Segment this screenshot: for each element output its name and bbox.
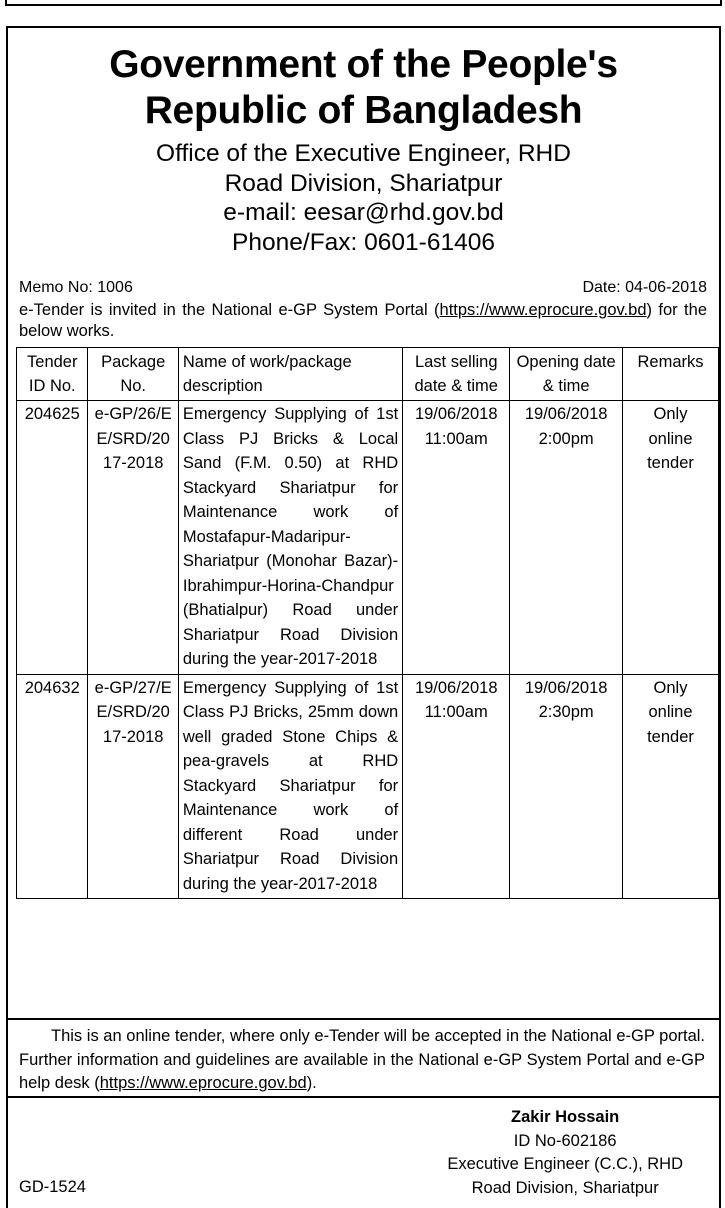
signature-block — [447, 1106, 683, 1200]
opening-date: 19/06/2018 — [524, 405, 608, 423]
signatory-office: Road Division, Shariatpur — [471, 1178, 659, 1197]
notice-title — [8, 42, 719, 134]
opening-time: 2:30pm — [538, 703, 594, 721]
eprocure-link[interactable]: https://www.eprocure.gov.bd — [439, 301, 647, 319]
table-header-row — [17, 348, 719, 401]
table-row — [17, 674, 719, 899]
work-description: Emergency Supplying of 1st Class PJ Bricks, 25mm down well graded Stone Chips & pea-gravels at RHD Stackyard Shariatpur for Maintenance work of different Road under Shariatpur Road Division during the year-2017-2018 — [178, 674, 402, 899]
work-description: Emergency Supplying of 1st Class PJ Bricks & Local Sand (F.M. 0.50) at RHD Stackyard Shariatpur for Maintenance work of Mostafapur-Madaripur-Shariatpur (Monohar Bazar)-Ibrahimpur-Horina-Chandpur (Bhatialpur) Road under Shariatpur Road Division during the year-2017-2018 — [178, 401, 402, 675]
intro-paragraph — [19, 300, 707, 342]
footer-text-before: This is an online tender, where only e-Tender will be accepted in the National e-GP portal. Further information and guidelines are available in the National e-GP System Portal and e-GP help desk ( — [19, 1027, 705, 1092]
header-name: Name of work/package description — [178, 348, 402, 401]
footer-paragraph — [19, 1025, 705, 1096]
header-package: Package No. — [88, 348, 178, 401]
intro-text-after: ) for the below works. — [19, 301, 707, 340]
division-name: Road Division, Shariatpur — [224, 169, 503, 197]
tender-table — [16, 347, 719, 899]
header-last-selling: Last selling date & time — [403, 348, 510, 401]
package-no: e-GP/26/EE/SRD/2017-2018 — [88, 401, 178, 675]
footer-text-after: ). — [306, 1074, 317, 1092]
title-line-1: Government of the People's — [109, 43, 618, 86]
opening-time: 2:00pm — [538, 429, 594, 448]
divider-above-footer — [8, 1018, 719, 1020]
gd-number: GD-1524 — [19, 1178, 86, 1196]
last-selling-date: 19/06/2018 — [414, 678, 498, 697]
last-selling — [403, 674, 510, 899]
tender-id: 204632 — [17, 674, 88, 899]
email-line: e-mail: eesar@rhd.gov.bd — [223, 199, 504, 226]
last-selling-date: 19/06/2018 — [414, 405, 498, 423]
header-tender-id: Tender ID No. — [17, 348, 88, 401]
opening-date: 19/06/2018 — [524, 678, 608, 697]
top-border-strip — [5, 0, 722, 6]
header-remarks: Remarks — [623, 348, 719, 401]
tender-notice — [6, 26, 721, 1208]
title-line-2: Republic of Bangladesh — [144, 89, 583, 132]
opening — [510, 401, 623, 675]
eprocure-help-link[interactable]: https://www.eprocure.gov.bd — [99, 1074, 307, 1092]
last-selling-time: 11:00am — [424, 429, 488, 448]
memo-date: Date: 04-06-2018 — [582, 279, 707, 296]
divider-above-signature — [8, 1096, 719, 1098]
remarks: Only online tender — [623, 674, 719, 899]
remarks: Only online tender — [623, 401, 719, 675]
table-row — [17, 401, 719, 675]
last-selling — [403, 401, 510, 675]
office-block — [8, 139, 719, 257]
signatory-id: ID No-602186 — [513, 1131, 617, 1150]
header-opening: Opening date & time — [510, 348, 623, 401]
opening — [510, 674, 623, 899]
phone-line: Phone/Fax: 0601-61406 — [232, 228, 495, 256]
office-name: Office of the Executive Engineer, RHD — [156, 140, 571, 167]
intro-text-before: e-Tender is invited in the National e-GP System Portal ( — [19, 301, 440, 319]
package-no: e-GP/27/EE/SRD/2017-2018 — [88, 674, 178, 899]
signatory-designation: Executive Engineer (C.C.), RHD — [447, 1155, 683, 1173]
signatory-name: Zakir Hossain — [511, 1108, 620, 1126]
tender-id: 204625 — [17, 401, 88, 675]
last-selling-time: 11:00am — [424, 703, 488, 721]
memo-row — [19, 278, 707, 298]
memo-number: Memo No: 1006 — [19, 279, 133, 296]
